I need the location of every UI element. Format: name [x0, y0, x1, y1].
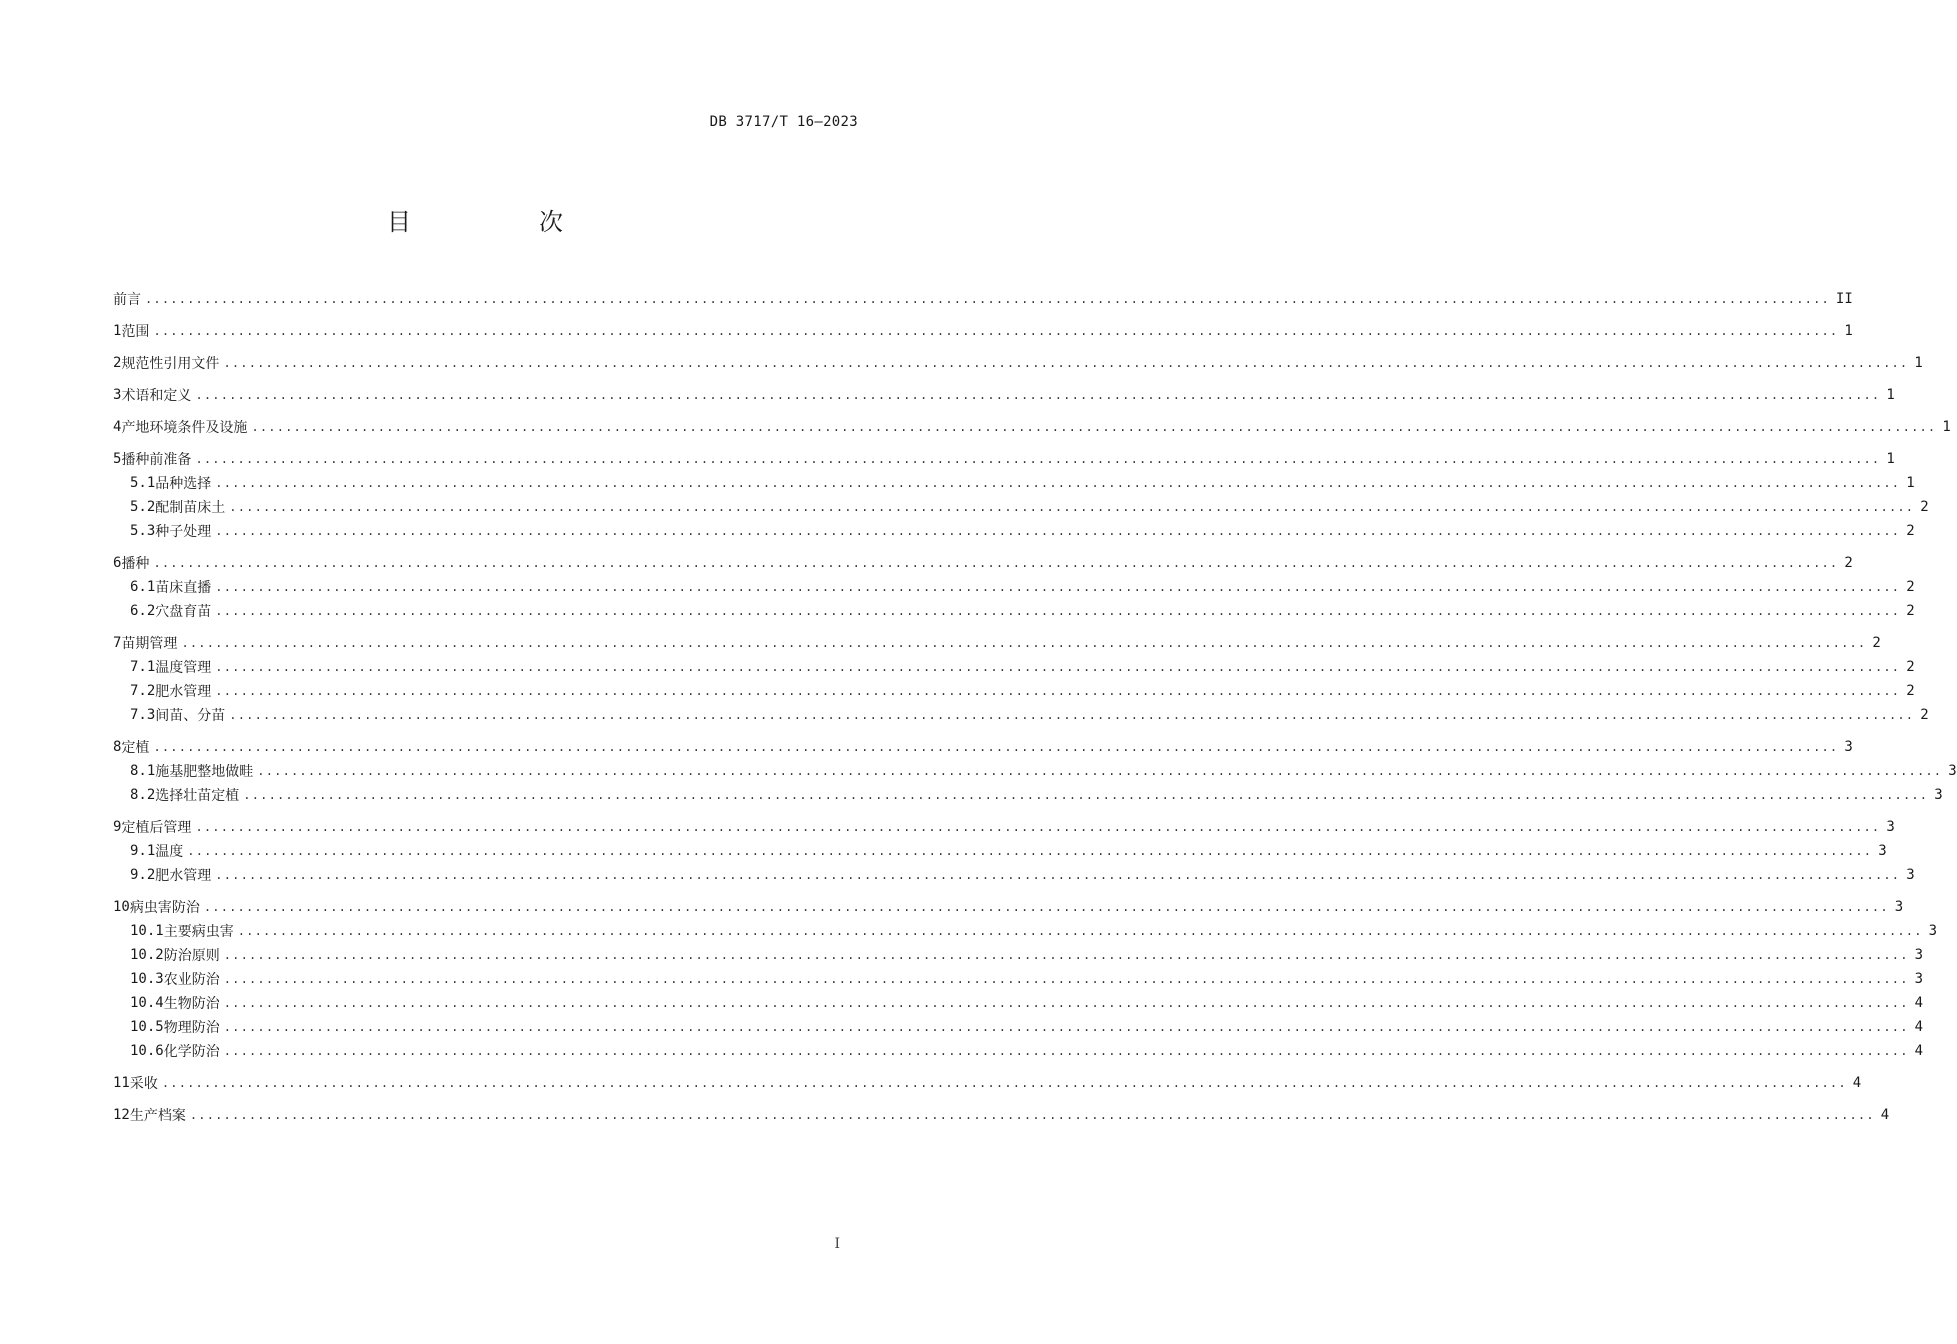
toc-entry-label: 配制苗床土 — [155, 500, 226, 516]
toc-entry-page: 4 — [1914, 1043, 1924, 1059]
toc-entry-number: 8.2 — [130, 787, 156, 803]
toc-entry-label: 播种 — [121, 556, 150, 572]
toc-entry-label: 种子处理 — [155, 524, 212, 540]
toc-subentry[interactable] — [113, 991, 1924, 1015]
toc-entry[interactable] — [113, 895, 1904, 919]
dot-leader: ........................................................................................................................................................................................................ — [229, 500, 1915, 514]
toc-entry[interactable] — [113, 815, 1895, 839]
dot-leader: ........................................................................................................................................................................................................ — [145, 292, 1830, 306]
dot-leader: ........................................................................................................................................................................................................ — [215, 660, 1901, 674]
toc-entry-page: 1 — [1844, 323, 1853, 339]
toc-entry-label: 定植 — [121, 740, 150, 756]
toc-entry-label: 温度 — [155, 844, 184, 860]
toc-entry-page: 2 — [1920, 499, 1929, 515]
toc-subentry[interactable] — [113, 943, 1924, 967]
toc-entry[interactable] — [113, 287, 1853, 311]
toc-entry-label: 采收 — [129, 1076, 158, 1092]
toc-entry-number: 8 — [113, 739, 122, 755]
dot-leader: ........................................................................................................................................................................................................ — [223, 1044, 1909, 1058]
toc-entry-number: 10.3 — [130, 971, 164, 987]
toc-entry-number: 6.2 — [130, 603, 156, 619]
dot-leader: ........................................................................................................................................................................................................ — [181, 636, 1867, 650]
toc-entry-label: 选择壮苗定植 — [155, 788, 240, 804]
toc-entry-label: 术语和定义 — [121, 388, 192, 404]
toc-entry-page: 4 — [1852, 1075, 1862, 1091]
toc-entry-number: 10.6 — [130, 1043, 164, 1059]
toc-entry-page: 3 — [1844, 739, 1853, 755]
toc-entry-label: 施基肥整地做畦 — [155, 764, 254, 780]
toc-subentry[interactable] — [113, 703, 1929, 727]
toc-entry-page: 2 — [1920, 707, 1929, 723]
toc-entry[interactable] — [113, 351, 1923, 375]
toc-entry-number: 10.4 — [130, 995, 164, 1011]
dot-leader: ........................................................................................................................................................................................................ — [215, 684, 1901, 698]
toc-entry-page: 1 — [1942, 419, 1951, 435]
toc-subentry[interactable] — [113, 967, 1924, 991]
toc-entry-label: 穴盘育苗 — [155, 604, 212, 620]
toc-entry-page: 3 — [1894, 899, 1904, 915]
toc-entry-page: 1 — [1914, 355, 1923, 371]
dot-leader: ........................................................................................................................................................................................................ — [153, 556, 1839, 570]
toc-entry[interactable] — [113, 1071, 1862, 1095]
toc-entry-page: II — [1835, 291, 1853, 307]
toc-entry-page: 4 — [1914, 995, 1924, 1011]
toc-subentry[interactable] — [113, 1015, 1924, 1039]
toc-entry-number: 10 — [113, 899, 130, 915]
toc-entry-page: 2 — [1906, 683, 1915, 699]
toc-entry-number: 4 — [113, 419, 122, 435]
toc-entry-number: 6 — [113, 555, 122, 571]
toc-entry-page: 3 — [1906, 867, 1915, 883]
toc-entry-number: 8.1 — [130, 763, 156, 779]
toc-entry-number: 12 — [113, 1107, 130, 1123]
toc-entry-label: 规范性引用文件 — [121, 356, 220, 372]
toc-subentry[interactable] — [113, 919, 1938, 943]
toc-entry-page: 1 — [1886, 387, 1895, 403]
toc-entry-page: 3 — [1928, 923, 1938, 939]
toc-entry-label: 主要病虫害 — [163, 924, 234, 940]
toc-entry-label: 生物防治 — [163, 996, 220, 1012]
toc-entry-label: 温度管理 — [155, 660, 212, 676]
toc-entry[interactable] — [113, 735, 1853, 759]
toc-subentry[interactable] — [113, 1039, 1924, 1063]
dot-leader: ........................................................................................................................................................................................................ — [251, 420, 1937, 434]
toc-entry-number: 3 — [113, 387, 122, 403]
dot-leader: ........................................................................................................................................................................................................ — [237, 924, 1923, 938]
toc-entry-number: 9.2 — [130, 867, 156, 883]
toc-entry-page: 2 — [1906, 603, 1915, 619]
toc-entry-page: 1 — [1906, 475, 1915, 491]
dot-leader: ........................................................................................................................................................................................................ — [203, 900, 1889, 914]
toc-entry-page: 3 — [1878, 843, 1887, 859]
dot-leader: ........................................................................................................................................................................................................ — [153, 740, 1839, 754]
toc-entry-number: 1 — [113, 323, 122, 339]
dot-leader: ........................................................................................................................................................................................................ — [257, 764, 1943, 778]
dot-leader: ........................................................................................................................................................................................................ — [189, 1108, 1875, 1122]
toc-entry-page: 1 — [1886, 451, 1895, 467]
toc-entry[interactable] — [113, 415, 1951, 439]
toc-entry-page: 3 — [1886, 819, 1895, 835]
toc-entry-label: 前言 — [113, 292, 141, 308]
toc-entry[interactable] — [113, 447, 1895, 471]
dot-leader: ........................................................................................................................................................................................................ — [161, 1076, 1847, 1090]
toc-entry-label: 肥水管理 — [155, 868, 212, 884]
toc-entry-number: 7.1 — [130, 659, 156, 675]
toc-entry-label: 品种选择 — [155, 476, 212, 492]
toc-entry-label: 播种前准备 — [121, 452, 192, 468]
toc-entry-number: 9.1 — [130, 843, 156, 859]
toc-entry-number: 5.2 — [130, 499, 156, 515]
toc-subentry[interactable] — [113, 519, 1915, 543]
toc-entry-label: 农业防治 — [163, 972, 220, 988]
toc-entry-label: 病虫害防治 — [129, 900, 200, 916]
toc-entry[interactable] — [113, 551, 1853, 575]
dot-leader: ........................................................................................................................................................................................................ — [223, 996, 1909, 1010]
toc-entry-number: 5 — [113, 451, 122, 467]
toc-entry-label: 苗期管理 — [121, 636, 178, 652]
dot-leader: ........................................................................................................................................................................................................ — [187, 844, 1873, 858]
toc-entry-page: 3 — [1914, 971, 1924, 987]
toc-entry-page: 4 — [1914, 1019, 1924, 1035]
toc-entry-number: 9 — [113, 819, 122, 835]
document-code: DB 3717/T 16—2023 — [709, 114, 858, 130]
dot-leader: ........................................................................................................................................................................................................ — [195, 452, 1881, 466]
toc-entry-label: 间苗、分苗 — [155, 708, 226, 724]
toc-entry-number: 11 — [113, 1075, 130, 1091]
toc-entry-number: 5.1 — [130, 475, 156, 491]
toc-entry-number: 7 — [113, 635, 122, 651]
page-title: 目 次 — [387, 208, 615, 236]
dot-leader: ........................................................................................................................................................................................................ — [215, 580, 1901, 594]
toc-subentry[interactable] — [113, 471, 1915, 495]
toc-entry-number: 5.3 — [130, 523, 156, 539]
toc-entry-number: 10.1 — [130, 923, 164, 939]
toc-entry-label: 苗床直播 — [155, 580, 212, 596]
toc-entry-label: 产地环境条件及设施 — [121, 420, 248, 436]
toc-subentry[interactable] — [113, 679, 1915, 703]
toc-entry-number: 10.2 — [130, 947, 164, 963]
table-of-contents — [113, 287, 1957, 1127]
toc-entry-page: 4 — [1880, 1107, 1890, 1123]
toc-entry-label: 化学防治 — [163, 1044, 220, 1060]
toc-subentry[interactable] — [113, 599, 1915, 623]
dot-leader: ........................................................................................................................................................................................................ — [223, 356, 1909, 370]
dot-leader: ........................................................................................................................................................................................................ — [195, 388, 1881, 402]
toc-subentry[interactable] — [113, 495, 1929, 519]
toc-entry[interactable] — [113, 319, 1853, 343]
dot-leader: ........................................................................................................................................................................................................ — [215, 524, 1901, 538]
toc-subentry[interactable] — [113, 575, 1915, 599]
toc-entry-number: 6.1 — [130, 579, 156, 595]
toc-entry-page: 2 — [1906, 523, 1915, 539]
toc-entry-page: 3 — [1914, 947, 1924, 963]
dot-leader: ........................................................................................................................................................................................................ — [153, 324, 1839, 338]
toc-entry-page: 3 — [1948, 763, 1957, 779]
toc-entry-label: 物理防治 — [163, 1020, 220, 1036]
toc-subentry[interactable] — [113, 655, 1915, 679]
toc-entry-label: 防治原则 — [163, 948, 220, 964]
toc-entry-page: 2 — [1906, 659, 1915, 675]
toc-entry-label: 定植后管理 — [121, 820, 192, 836]
page-number: I — [834, 1236, 840, 1252]
toc-subentry[interactable] — [113, 863, 1915, 887]
toc-entry[interactable] — [113, 1103, 1890, 1127]
dot-leader: ........................................................................................................................................................................................................ — [195, 820, 1881, 834]
dot-leader: ........................................................................................................................................................................................................ — [243, 788, 1929, 802]
toc-entry-page: 2 — [1844, 555, 1853, 571]
dot-leader: ........................................................................................................................................................................................................ — [215, 604, 1901, 618]
toc-entry[interactable] — [113, 631, 1881, 655]
toc-entry[interactable] — [113, 383, 1895, 407]
toc-subentry[interactable] — [113, 839, 1887, 863]
dot-leader: ........................................................................................................................................................................................................ — [223, 972, 1909, 986]
toc-entry-label: 生产档案 — [129, 1108, 186, 1124]
toc-entry-page: 2 — [1872, 635, 1881, 651]
dot-leader: ........................................................................................................................................................................................................ — [229, 708, 1915, 722]
dot-leader: ........................................................................................................................................................................................................ — [215, 476, 1901, 490]
toc-entry-page: 2 — [1906, 579, 1915, 595]
toc-entry-number: 2 — [113, 355, 122, 371]
toc-entry-number: 7.3 — [130, 707, 156, 723]
toc-entry-label: 肥水管理 — [155, 684, 212, 700]
dot-leader: ........................................................................................................................................................................................................ — [223, 948, 1909, 962]
toc-entry-page: 3 — [1934, 787, 1943, 803]
toc-entry-number: 10.5 — [130, 1019, 164, 1035]
toc-entry-number: 7.2 — [130, 683, 156, 699]
dot-leader: ........................................................................................................................................................................................................ — [223, 1020, 1909, 1034]
toc-subentry[interactable] — [113, 759, 1957, 783]
toc-entry-label: 范围 — [121, 324, 150, 340]
toc-subentry[interactable] — [113, 783, 1943, 807]
dot-leader: ........................................................................................................................................................................................................ — [215, 868, 1901, 882]
